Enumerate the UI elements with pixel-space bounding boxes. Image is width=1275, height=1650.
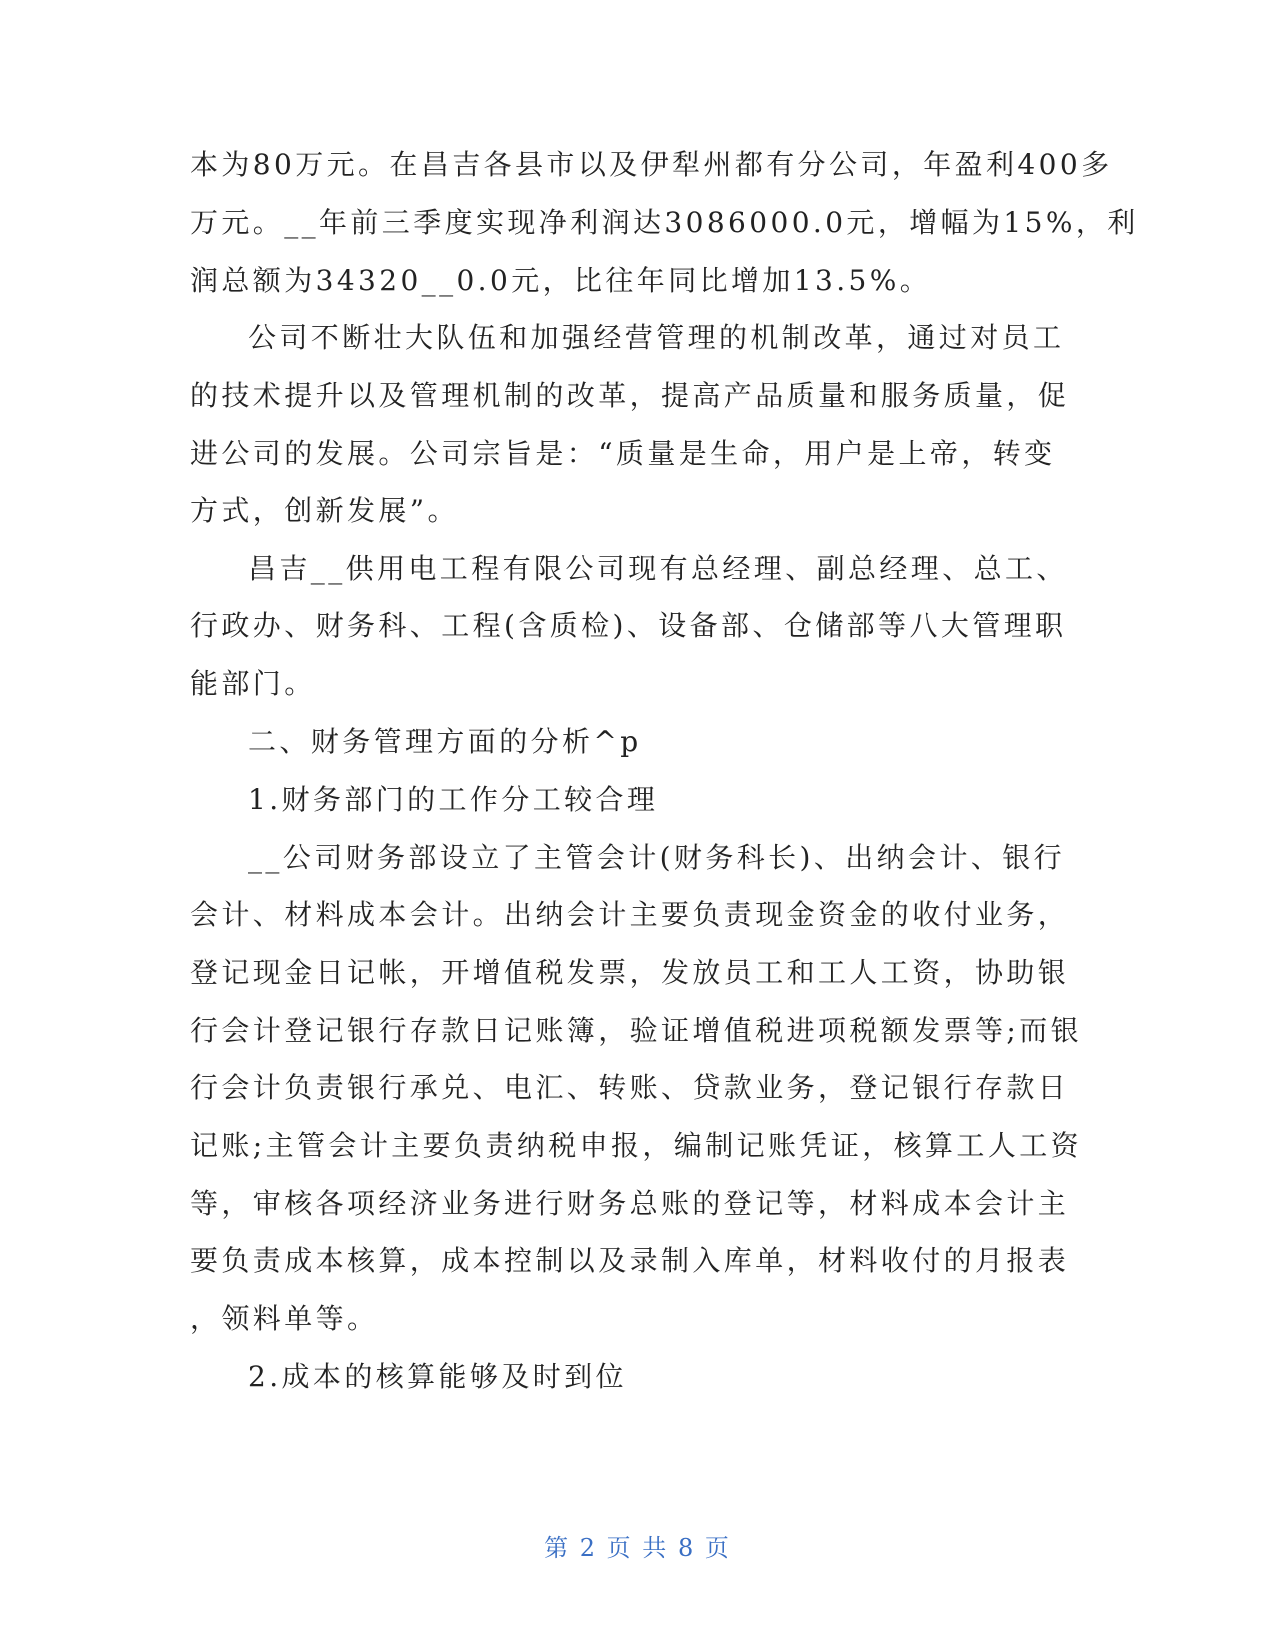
total-page-number: 8: [677, 1534, 696, 1562]
subheading-2: 2.成本的核算能够及时到位: [248, 1360, 627, 1393]
paragraph-4-line-6: 记账;主管会计主要负责纳税申报，编制记账凭证，核算工人工资: [190, 1129, 1083, 1162]
paragraph-4-line-8: 要负责成本核算，成本控制以及录制入库单，材料收付的月报表: [190, 1244, 1070, 1277]
section-heading: 二、财务管理方面的分析^p: [248, 725, 642, 758]
text-line-1: 本为80万元。在昌吉各县市以及伊犁州都有分公司，年盈利400多: [190, 148, 1113, 181]
page-number-footer: [0, 1528, 1275, 1563]
text-line-2: 万元。__年前三季度实现净利润达3086000.0元，增幅为15%，利: [190, 206, 1139, 239]
footer-middle: 页 共: [606, 1534, 669, 1562]
paragraph-4-line-2: 会计、材料成本会计。出纳会计主要负责现金资金的收付业务，: [190, 898, 1070, 931]
paragraph-3-line-2: 行政办、财务科、工程(含质检)、设备部、仓储部等八大管理职: [190, 609, 1067, 642]
footer-suffix: 页: [704, 1534, 731, 1562]
paragraph-4-line-5: 行会计负责银行承兑、电汇、转账、贷款业务，登记银行存款日: [190, 1071, 1070, 1104]
subheading-1: 1.财务部门的工作分工较合理: [248, 783, 659, 816]
paragraph-2-line-2: 的技术提升以及管理机制的改革，提高产品质量和服务质量，促: [190, 379, 1070, 412]
paragraph-4-line-1: __公司财务部设立了主管会计(财务科长)、出纳会计、银行: [248, 841, 1066, 874]
paragraph-4-line-7: 等，审核各项经济业务进行财务总账的登记等，材料成本会计主: [190, 1187, 1070, 1220]
paragraph-2-line-1: 公司不断壮大队伍和加强经营管理的机制改革，通过对员工: [248, 321, 1065, 354]
footer-prefix: 第: [544, 1534, 571, 1562]
paragraph-4-line-4: 行会计登记银行存款日记账簿，验证增值税进项税额发票等;而银: [190, 1014, 1083, 1047]
paragraph-4-line-9: ，领料单等。: [190, 1302, 379, 1335]
paragraph-3-line-1: 昌吉__供用电工程有限公司现有总经理、副总经理、总工、: [248, 552, 1068, 585]
current-page-number: 2: [579, 1534, 598, 1562]
text-line-3: 润总额为34320__0.0元，比往年同比增加13.5%。: [190, 264, 932, 297]
paragraph-4-line-3: 登记现金日记帐，开增值税发票，发放员工和工人工资，协助银: [190, 956, 1070, 989]
paragraph-2-line-3: 进公司的发展。公司宗旨是：“质量是生命，用户是上帝，转变: [190, 437, 1056, 470]
paragraph-3-line-3: 能部门。: [190, 667, 316, 700]
paragraph-2-line-4: 方式，创新发展”。: [190, 494, 459, 527]
